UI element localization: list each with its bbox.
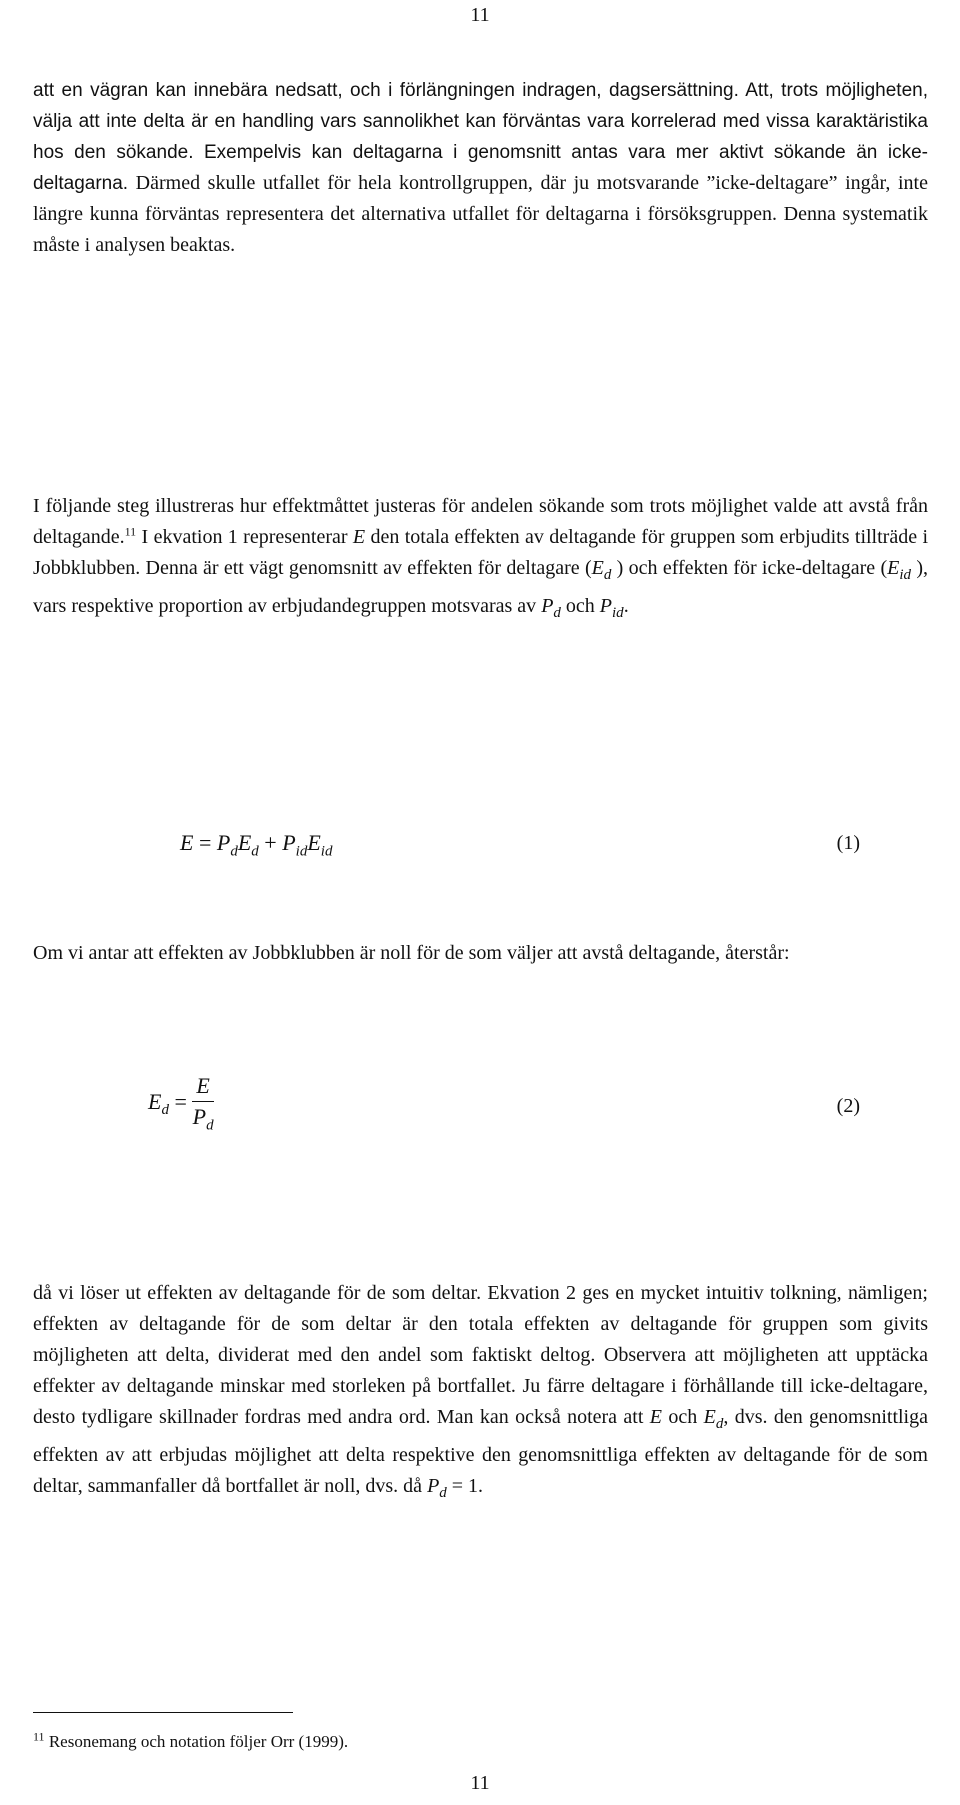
subscript-id: id <box>899 567 912 583</box>
paragraph-4-part2: , dvs. den genomsnittliga effekten av att erbjudas möjlighet att delta respektive den genomsnittliga effekten av deltagande för de som deltar, sammanfaller då bortfallet är noll, dvs. då <box>33 1406 928 1497</box>
symbol-Eid: E <box>887 557 900 579</box>
footnote-text: Resonemang och notation följer Orr (1999). <box>44 1732 349 1751</box>
p4-symbol-Ed: E <box>703 1406 716 1428</box>
p4-och: och <box>662 1406 704 1428</box>
footnote-reference[interactable]: 11 <box>124 524 137 539</box>
equation-1-number: (1) <box>836 832 860 854</box>
page-number-bottom: 11 <box>470 1772 490 1794</box>
paragraph-2-part5: ), vars respektive proportion av erbjudandegruppen motsvaras av <box>33 557 929 617</box>
p4-subscript-d-2: d <box>439 1485 447 1501</box>
paragraph-2-part4: ) och effekten för icke-deltagare ( <box>611 557 888 579</box>
paragraph-4-part1: då vi löser ut effekten av deltagande för de som deltar. Ekvation 2 ges en mycket intuitiv tolkning, nämligen; effekten av deltagande för de som deltar är den totala effekten av deltagande för gruppen som givits möjligheten att delta, dividerat med den andel som faktiskt deltog. Observera att möjligheten att upptäcka effekter av deltagande minskar med storleken på bortfallet. Ju färre deltagare i förhållande till icke-deltagare, desto tydligare skillnader fordras med andra ord. Man kan också notera att <box>33 1282 928 1428</box>
page-number-top: 11 <box>470 4 490 26</box>
paragraph-1-text-b: Därmed skulle utfallet för hela kontrollgruppen, där ju motsvarande ”icke-deltagare” ingår, inte längre kunna förväntas representera det alternativa utfallet för deltagarna i försöksgruppen. Denna systematik måste i analysen beaktas. <box>33 172 928 256</box>
equation-1-body <box>180 830 332 860</box>
eq2-equals: = <box>168 1088 193 1114</box>
paragraph-1-text-a: att en vägran kan innebära nedsatt, och i förlängningen indragen, dagsersättning. Att, trots möjligheten, välja att inte delta är en handling vars sannolikhet kan förväntas vara korrelerad med vissa karaktäristika hos den sökande. Exempelvis kan deltagarna i genomsnitt antas vara mer aktivt sökande än icke-deltagarna. <box>33 80 928 194</box>
eq1-p2-sub: id <box>295 843 308 860</box>
equation-2-body <box>148 1073 214 1134</box>
paragraph-2-part3: den totala effekten av deltagande för gruppen som erbjudits tillträde i Jobbklubben. Denna är ett vägt genomsnitt av effekten för deltagare ( <box>33 526 928 579</box>
eq2-numerator: E <box>192 1073 213 1102</box>
eq1-equals: = <box>193 830 217 855</box>
eq1-e1-sub: d <box>251 843 259 860</box>
eq2-fraction <box>192 1073 213 1134</box>
eq2-den-sub: d <box>206 1117 214 1134</box>
paragraph-2-part7: . <box>623 595 629 617</box>
eq2-den-symbol: P <box>192 1104 207 1129</box>
eq1-p2: P <box>282 830 296 855</box>
paragraph-2 <box>33 491 928 629</box>
eq1-lhs: E <box>180 830 194 855</box>
eq2-lhs: E <box>148 1088 162 1114</box>
footnote-marker: 11 <box>33 1729 45 1744</box>
eq1-e2-sub: id <box>320 843 333 860</box>
symbol-Ed: E <box>591 557 604 579</box>
eq1-p1: P <box>216 830 231 855</box>
p4-symbol-E: E <box>649 1406 662 1428</box>
eq1-plus: + <box>258 830 283 855</box>
paragraph-2-part2: I ekvation 1 representerar <box>136 526 353 548</box>
eq1-e1: E <box>237 830 252 855</box>
paragraph-3: Om vi antar att effekten av Jobbklubben är noll för de som väljer att avstå deltagande, återstår: <box>33 942 790 964</box>
paragraph-1 <box>33 75 928 261</box>
symbol-Pid: P <box>599 595 613 617</box>
eq2-denominator <box>192 1102 213 1134</box>
subscript-d-2: d <box>553 605 561 621</box>
subscript-d: d <box>603 567 612 583</box>
eq1-e2: E <box>307 830 321 855</box>
symbol-Pd: P <box>541 595 554 617</box>
footnote-divider <box>33 1712 293 1713</box>
subscript-id-2: id <box>612 605 624 621</box>
p4-equals-one: = 1. <box>446 1475 484 1497</box>
paragraph-2-part6: och <box>560 595 600 617</box>
symbol-E: E <box>352 526 366 548</box>
footnote <box>33 1729 349 1752</box>
p4-subscript-d: d <box>715 1416 724 1432</box>
p4-symbol-Pd: P <box>427 1475 440 1497</box>
paragraph-4 <box>33 1278 928 1509</box>
eq2-lhs-sub: d <box>161 1102 169 1119</box>
paragraph-2-part1: I följande steg illustreras hur effektmåttet justeras för andelen sökande som trots möjlighet valde att avstå från deltagande. <box>33 495 928 548</box>
eq1-p1-sub: d <box>230 843 238 860</box>
equation-2-number: (2) <box>836 1095 860 1117</box>
